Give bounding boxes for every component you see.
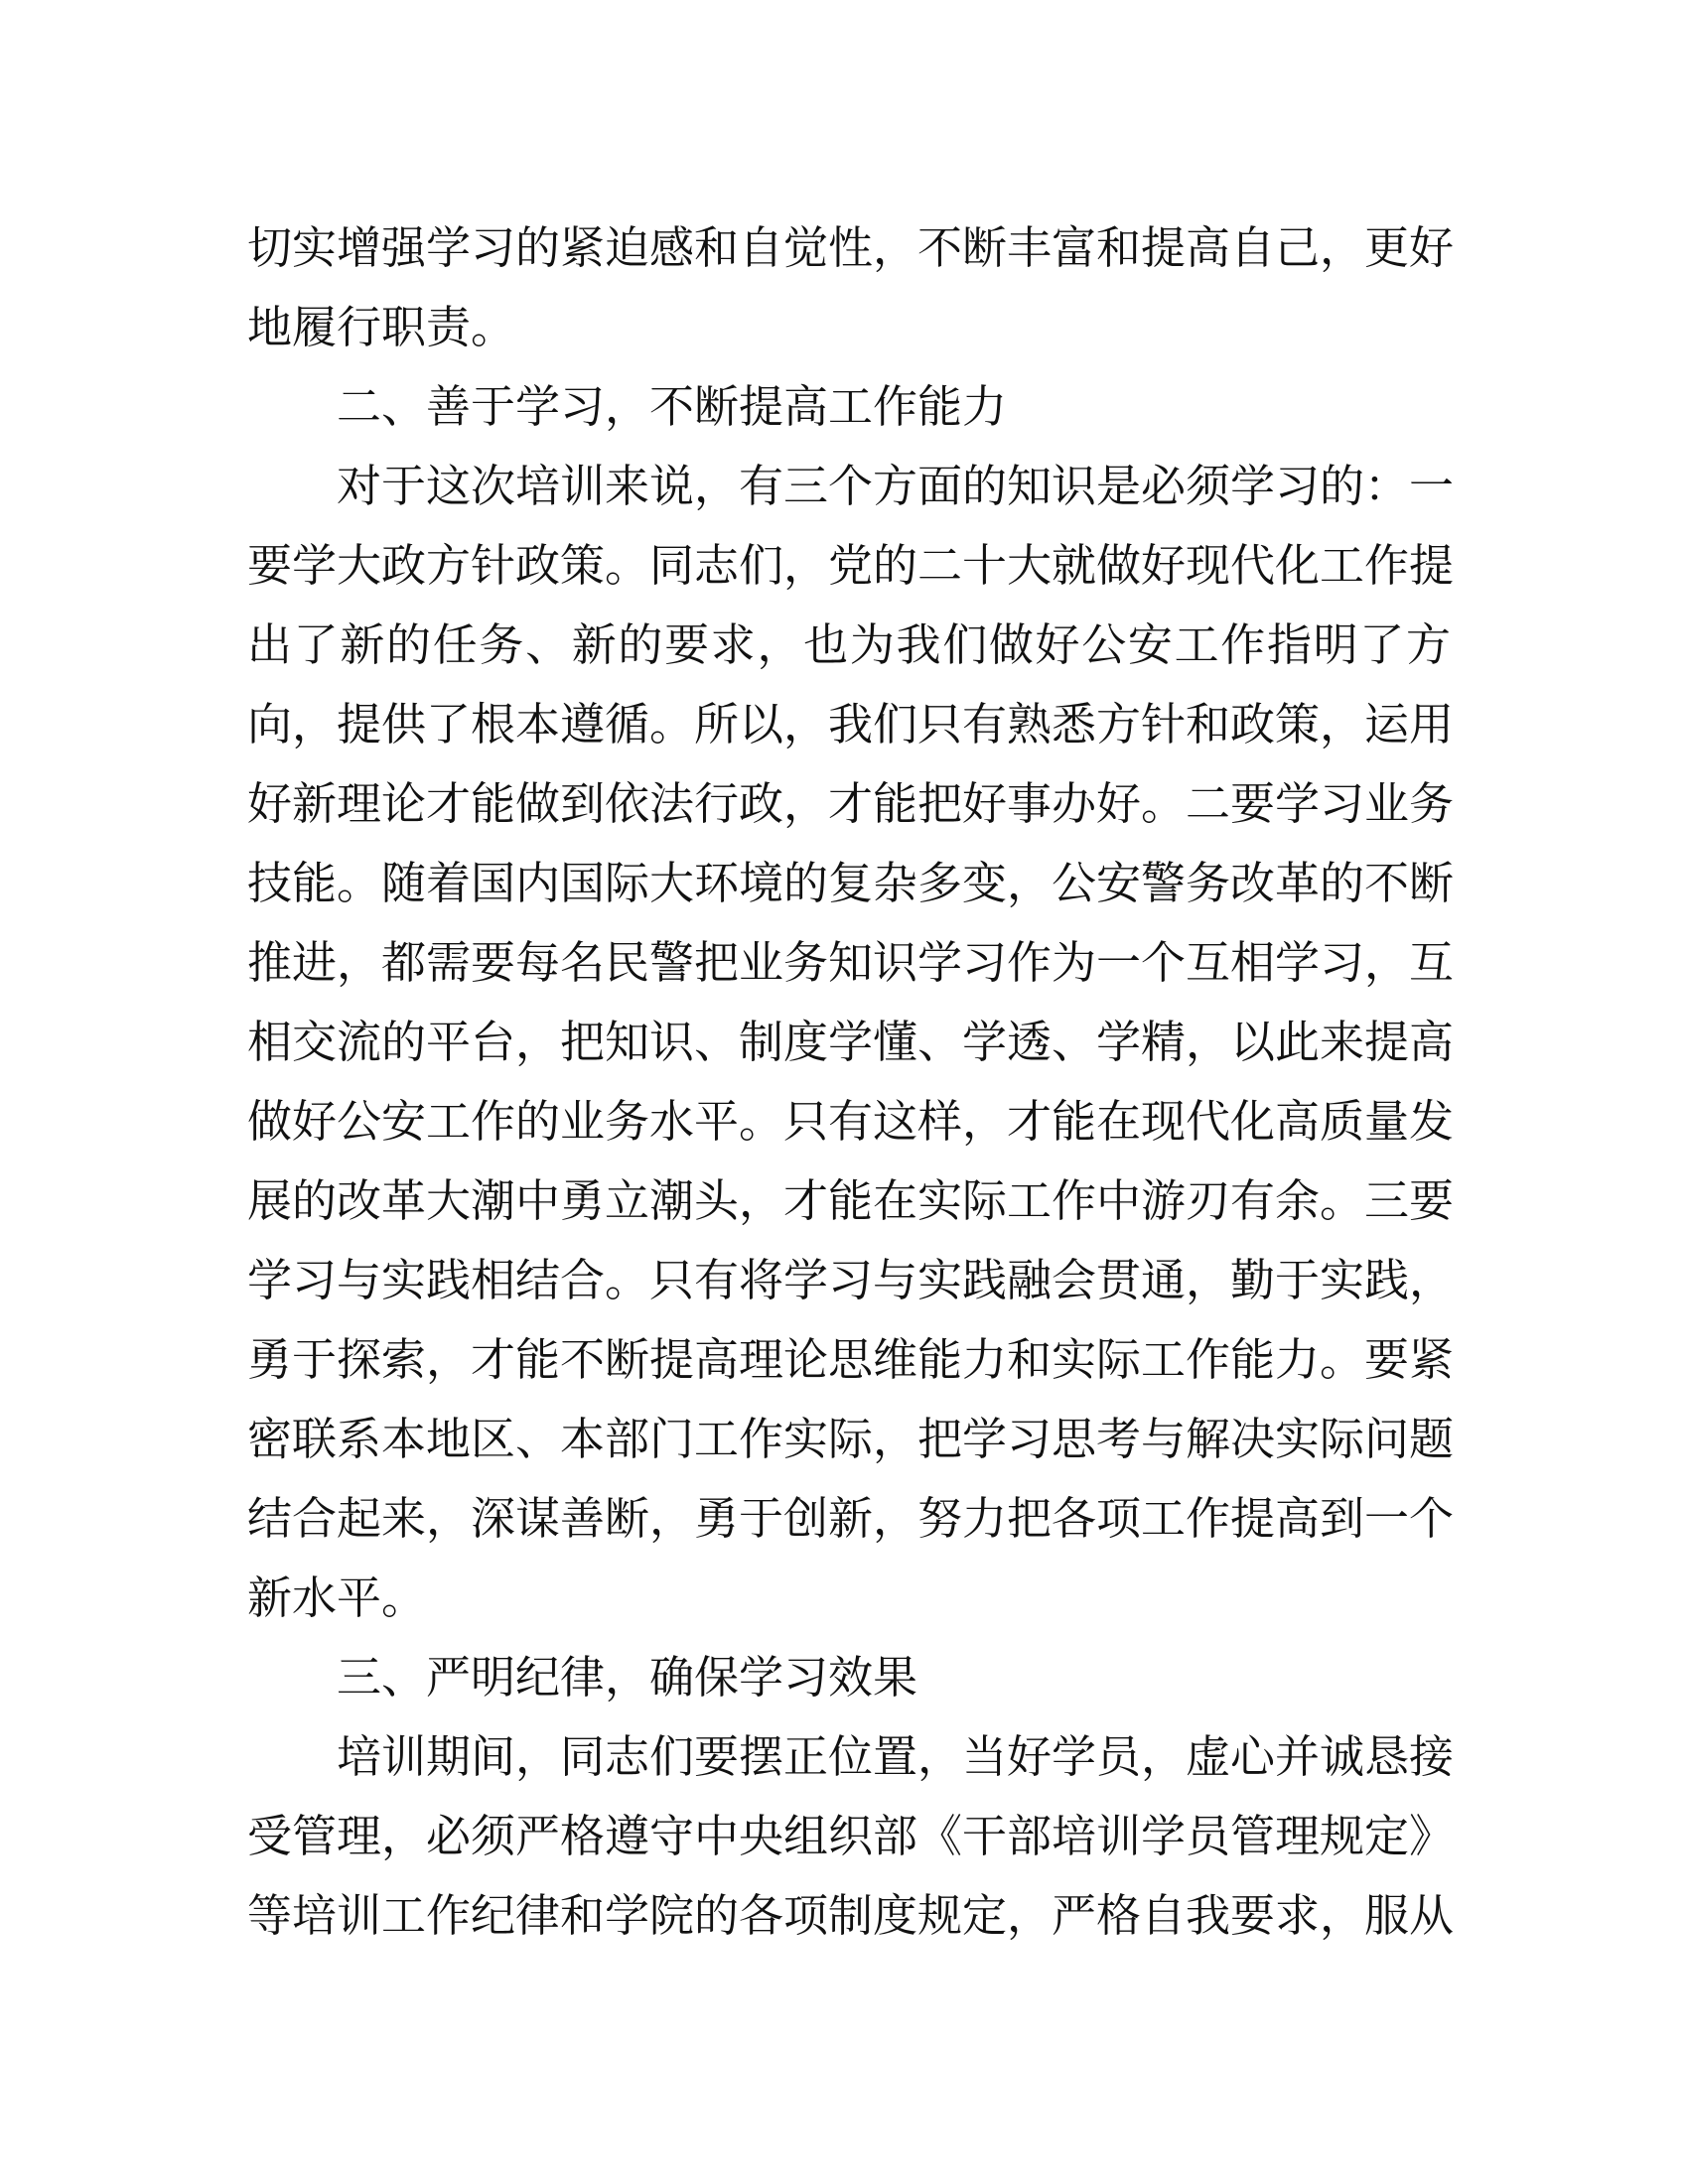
section-heading-2: 二、善于学习，不断提高工作能力: [337, 380, 1008, 433]
section-heading-3: 三、严明纪律，确保学习效果: [337, 1651, 918, 1704]
paragraph-line: 相交流的平台，把知识、制度学懂、学透、学精，以此来提高: [247, 1016, 1455, 1068]
paragraph-line: 向，提供了根本遵循。所以，我们只有熟悉方针和政策，运用: [247, 698, 1455, 751]
paragraph-line: 受管理，必须严格遵守中央组织部《干部培训学员管理规定》: [247, 1810, 1455, 1862]
paragraph-line: 学习与实践相结合。只有将学习与实践融会贯通，勤于实践，: [247, 1254, 1455, 1306]
paragraph-line: 做好公安工作的业务水平。只有这样，才能在现代化高质量发: [247, 1095, 1455, 1148]
paragraph-line: 出了新的任务、新的要求，也为我们做好公安工作指明了方: [247, 618, 1451, 671]
paragraph-line: 结合起来，深谋善断，勇于创新，努力把各项工作提高到一个: [247, 1492, 1455, 1545]
paragraph-line: 地履行职责。: [247, 301, 516, 353]
paragraph-line: 技能。随着国内国际大环境的复杂多变，公安警务改革的不断: [247, 857, 1455, 909]
paragraph-line: 推进，都需要每名民警把业务知识学习作为一个互相学习，互: [247, 936, 1455, 989]
paragraph-line: 勇于探索，才能不断提高理论思维能力和实际工作能力。要紧: [247, 1333, 1455, 1386]
paragraph-line: 展的改革大潮中勇立潮头，才能在实际工作中游刃有余。三要: [247, 1174, 1455, 1227]
paragraph-line: 培训期间，同志们要摆正位置，当好学员，虚心并诚恳接: [337, 1730, 1455, 1783]
paragraph-line: 切实增强学习的紧迫感和自觉性，不断丰富和提高自己，更好: [247, 221, 1455, 274]
paragraph-line: 新水平。: [247, 1571, 427, 1624]
paragraph-line: 要学大政方针政策。同志们，党的二十大就做好现代化工作提: [247, 539, 1455, 592]
paragraph-line: 密联系本地区、本部门工作实际，把学习思考与解决实际问题: [247, 1413, 1455, 1465]
document-body: [247, 208, 1455, 1956]
paragraph-line: 对于这次培训来说，有三个方面的知识是必须学习的：一: [337, 460, 1455, 512]
paragraph-line: 好新理论才能做到依法行政，才能把好事办好。二要学习业务: [247, 777, 1455, 830]
paragraph-line: 等培训工作纪律和学院的各项制度规定，严格自我要求，服从: [247, 1889, 1455, 1942]
